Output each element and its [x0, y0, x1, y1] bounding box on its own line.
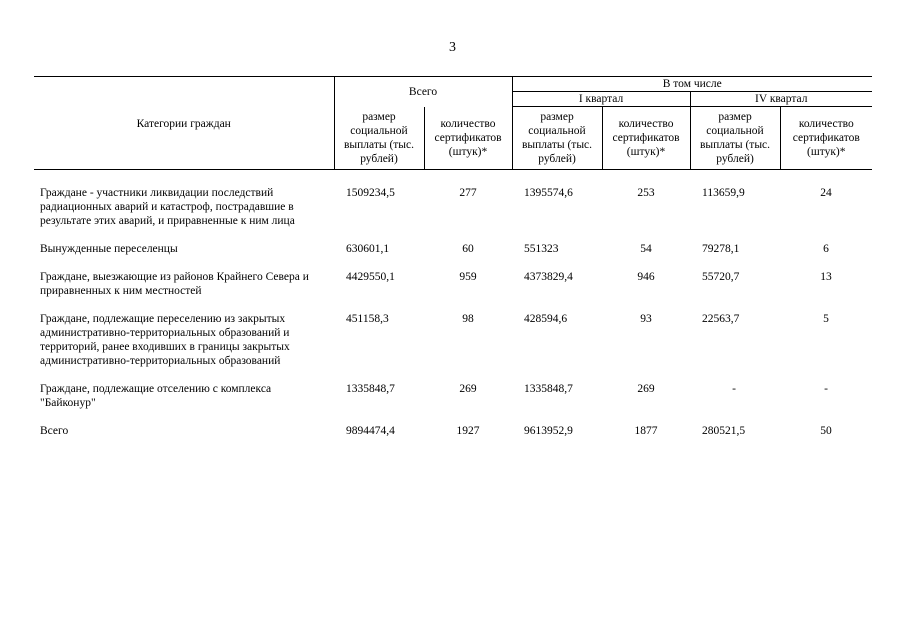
total-count-cell: 269 — [459, 382, 477, 395]
q4-payment-cell: 280521,5 — [702, 424, 746, 437]
table-row — [34, 312, 872, 382]
header-including: В том числе — [512, 77, 872, 92]
total-payment-cell: 1335848,7 — [346, 382, 395, 395]
q1-payment-cell: 1395574,6 — [524, 186, 573, 199]
q4-payment-cell: - — [732, 382, 736, 395]
total-payment-cell: 1509234,5 — [346, 186, 395, 199]
header-q1-payment: размер социальной выплаты (тыс. рублей) — [512, 107, 602, 170]
total-payment-cell: 451158,3 — [346, 312, 389, 325]
q1-payment-cell: 4373829,4 — [524, 270, 573, 283]
header-category: Категории граждан — [34, 77, 334, 170]
total-count-cell: 60 — [462, 242, 474, 255]
total-payment-cell: 630601,1 — [346, 242, 390, 255]
table-header — [34, 77, 872, 170]
category-cell: Граждане, выезжающие из районов Крайнего Севера и приравненных к ним местностей — [40, 270, 309, 297]
q1-count-cell: 269 — [637, 382, 655, 395]
table-row — [34, 382, 872, 424]
header-q4: IV квартал — [690, 92, 872, 107]
q4-count-cell: 13 — [820, 270, 832, 283]
total-count-cell: 959 — [459, 270, 477, 283]
table-row — [34, 186, 872, 242]
q1-payment-cell: 1335848,7 — [524, 382, 573, 395]
header-q4-payment: размер социальной выплаты (тыс. рублей) — [690, 107, 780, 170]
q1-count-cell: 946 — [637, 270, 655, 283]
q1-payment-cell: 551323 — [524, 242, 559, 255]
category-cell: Вынужденные переселенцы — [40, 242, 178, 255]
page-number: 3 — [449, 40, 456, 55]
header-total-payment: размер социальной выплаты (тыс. рублей) — [334, 107, 424, 170]
q1-count-cell: 1877 — [634, 424, 658, 437]
q4-payment-cell: 22563,7 — [702, 312, 740, 325]
category-cell: Граждане, подлежащие переселению из закрытых административно-территориальных образований и территорий, ранее входивших в границы закрытых административно-территориальных образований — [40, 312, 290, 367]
q1-count-cell: 54 — [640, 242, 652, 255]
social-payments-table — [34, 76, 872, 452]
q4-payment-cell: 79278,1 — [702, 242, 740, 255]
header-q1-certificates: количество сертификатов (штук)* — [602, 107, 690, 170]
category-cell: Граждане - участники ликвидации последствий радиационных аварий и катастроф, пострадавшие в результате этих аварий, и приравненные к ним лица — [40, 186, 295, 227]
q4-count-cell: 50 — [820, 424, 832, 437]
total-payment-cell: 9894474,4 — [346, 424, 395, 437]
total-count-cell: 277 — [459, 186, 477, 199]
header-q1: I квартал — [512, 92, 690, 107]
header-total: Всего — [334, 77, 512, 107]
total-count-cell: 98 — [462, 312, 474, 325]
q4-count-cell: - — [824, 382, 828, 395]
q4-payment-cell: 55720,7 — [702, 270, 740, 283]
q4-payment-cell: 113659,9 — [702, 186, 745, 199]
q1-count-cell: 253 — [637, 186, 655, 199]
q4-count-cell: 6 — [823, 242, 829, 255]
total-count-cell: 1927 — [456, 424, 480, 437]
category-cell: Всего — [40, 424, 69, 437]
q4-count-cell: 5 — [823, 312, 829, 325]
q1-count-cell: 93 — [640, 312, 652, 325]
table-row — [34, 242, 872, 270]
header-q4-certificates: количество сертификатов (штук)* — [780, 107, 872, 170]
header-total-certificates: количество сертификатов (штук)* — [424, 107, 512, 170]
table-row — [34, 270, 872, 312]
total-payment-cell: 4429550,1 — [346, 270, 395, 283]
q1-payment-cell: 428594,6 — [524, 312, 568, 325]
table-body — [34, 169, 872, 452]
category-cell: Граждане, подлежащие отселению с комплекса "Байконур" — [40, 382, 272, 409]
q4-count-cell: 24 — [820, 186, 832, 199]
table-row-total — [34, 424, 872, 452]
q1-payment-cell: 9613952,9 — [524, 424, 573, 437]
